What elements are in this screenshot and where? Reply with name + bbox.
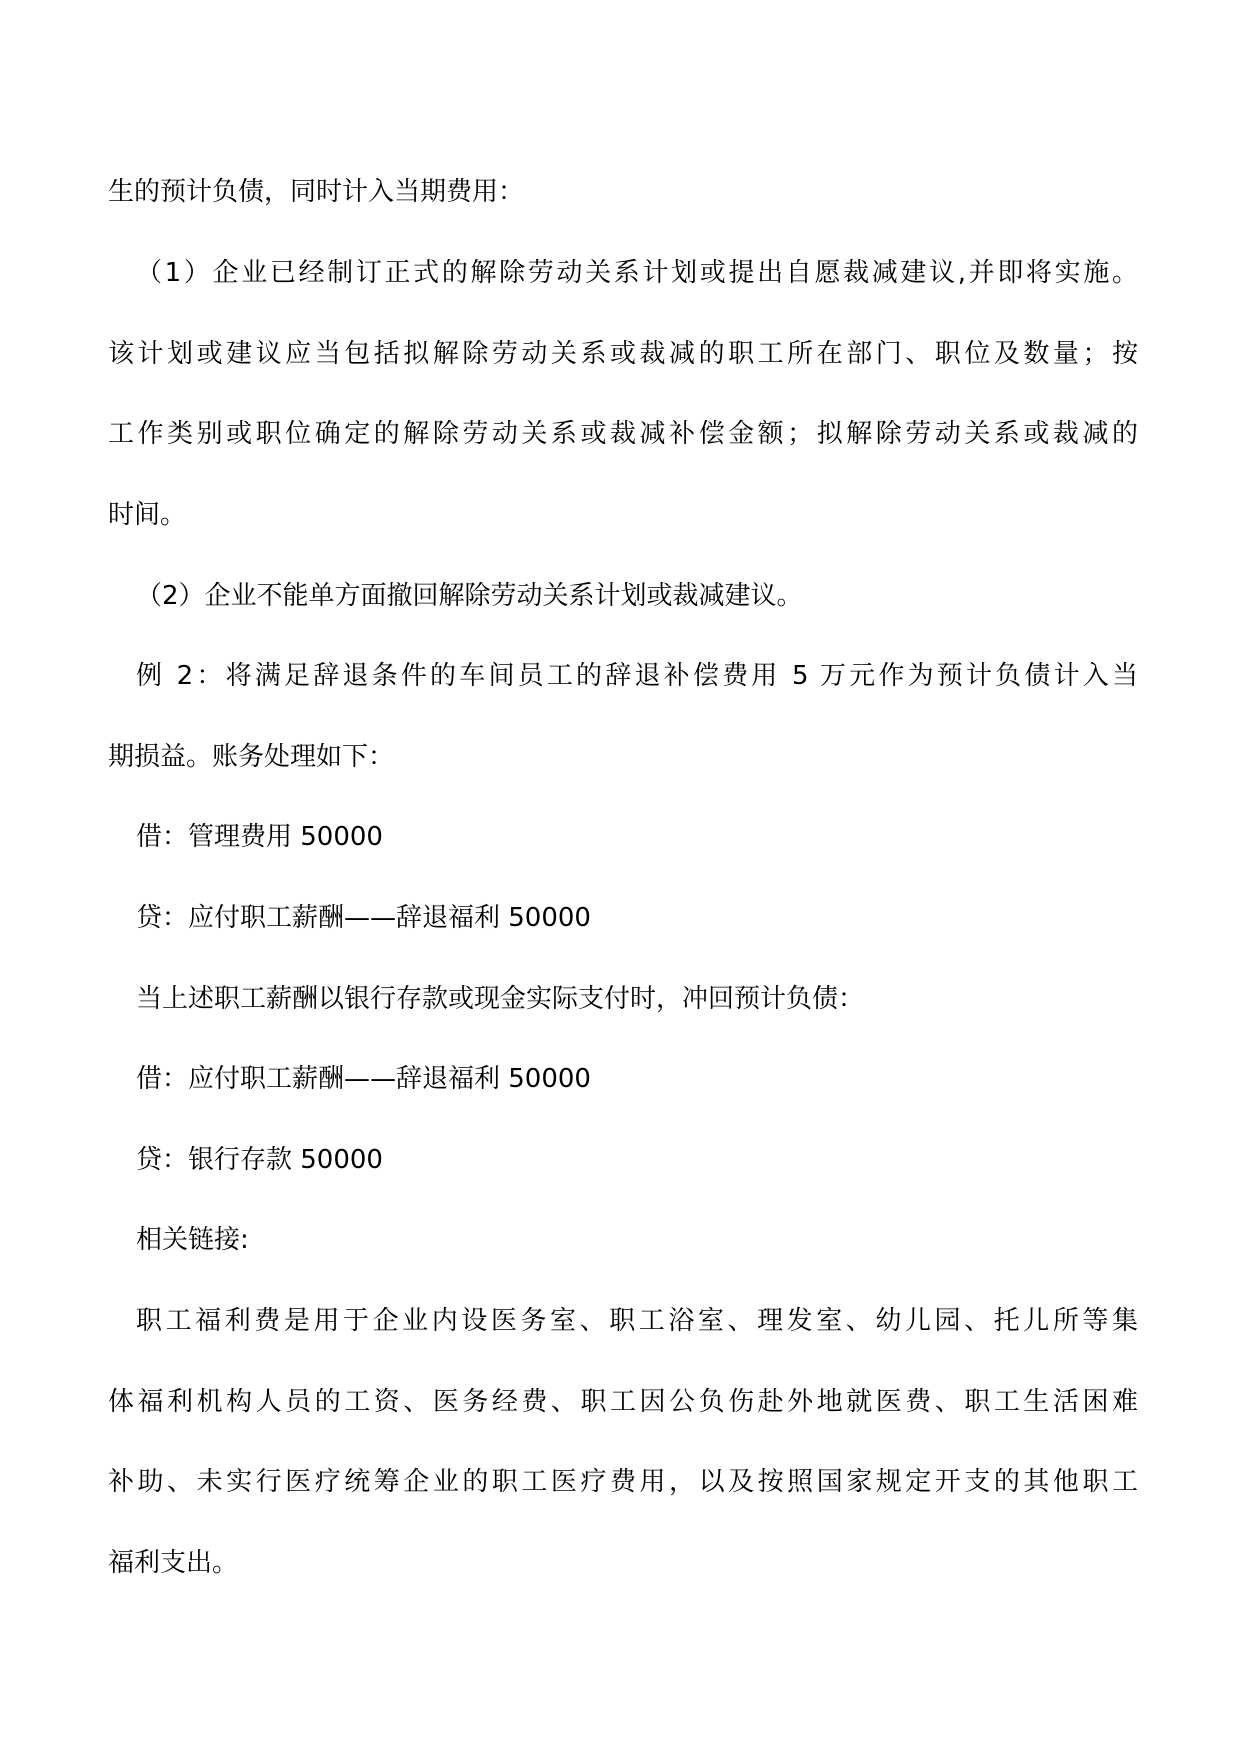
paragraph-line: 福利支出。 — [108, 1548, 239, 1578]
paragraph-line: 借：管理费用 50000 — [136, 822, 383, 852]
paragraph-line: 生的预计负债，同时计入当期费用： — [108, 177, 525, 207]
paragraph-line: 贷：应付职工薪酬——辞退福利 50000 — [136, 903, 591, 933]
paragraph-line: 工作类别或职位确定的解除劳动关系或裁减补偿金额；拟解除劳动关系或裁减的 — [108, 419, 1138, 449]
paragraph-line: 相关链接: — [136, 1225, 249, 1255]
paragraph-line: 补助、未实行医疗统筹企业的职工医疗费用，以及按照国家规定开支的其他职工 — [108, 1467, 1138, 1497]
paragraph-line: 借：应付职工薪酬——辞退福利 50000 — [136, 1064, 591, 1094]
paragraph-line: 体福利机构人员的工资、医务经费、职工因公负伤赴外地就医费、职工生活困难 — [108, 1387, 1138, 1417]
paragraph-line: 当上述职工薪酬以银行存款或现金实际支付时，冲回预计负债： — [136, 984, 865, 1014]
paragraph-line: 职工福利费是用于企业内设医务室、职工浴室、理发室、幼儿园、托儿所等集 — [136, 1306, 1138, 1336]
paragraph-line: 例 2：将满足辞退条件的车间员工的辞退补偿费用 5 万元作为预计负债计入当 — [136, 661, 1138, 691]
paragraph-line: 时间。 — [108, 500, 187, 530]
paragraph-line: （2）企业不能单方面撤回解除劳动关系计划或裁减建议。 — [136, 581, 803, 611]
paragraph-line: 期损益。账务处理如下： — [108, 742, 395, 772]
paragraph-line: 贷：银行存款 50000 — [136, 1145, 383, 1175]
paragraph-line: （1）企业已经制订正式的解除劳动关系计划或提出自愿裁减建议,并即将实施。 — [136, 258, 1138, 288]
paragraph-line: 该计划或建议应当包括拟解除劳动关系或裁减的职工所在部门、职位及数量；按 — [108, 339, 1138, 369]
